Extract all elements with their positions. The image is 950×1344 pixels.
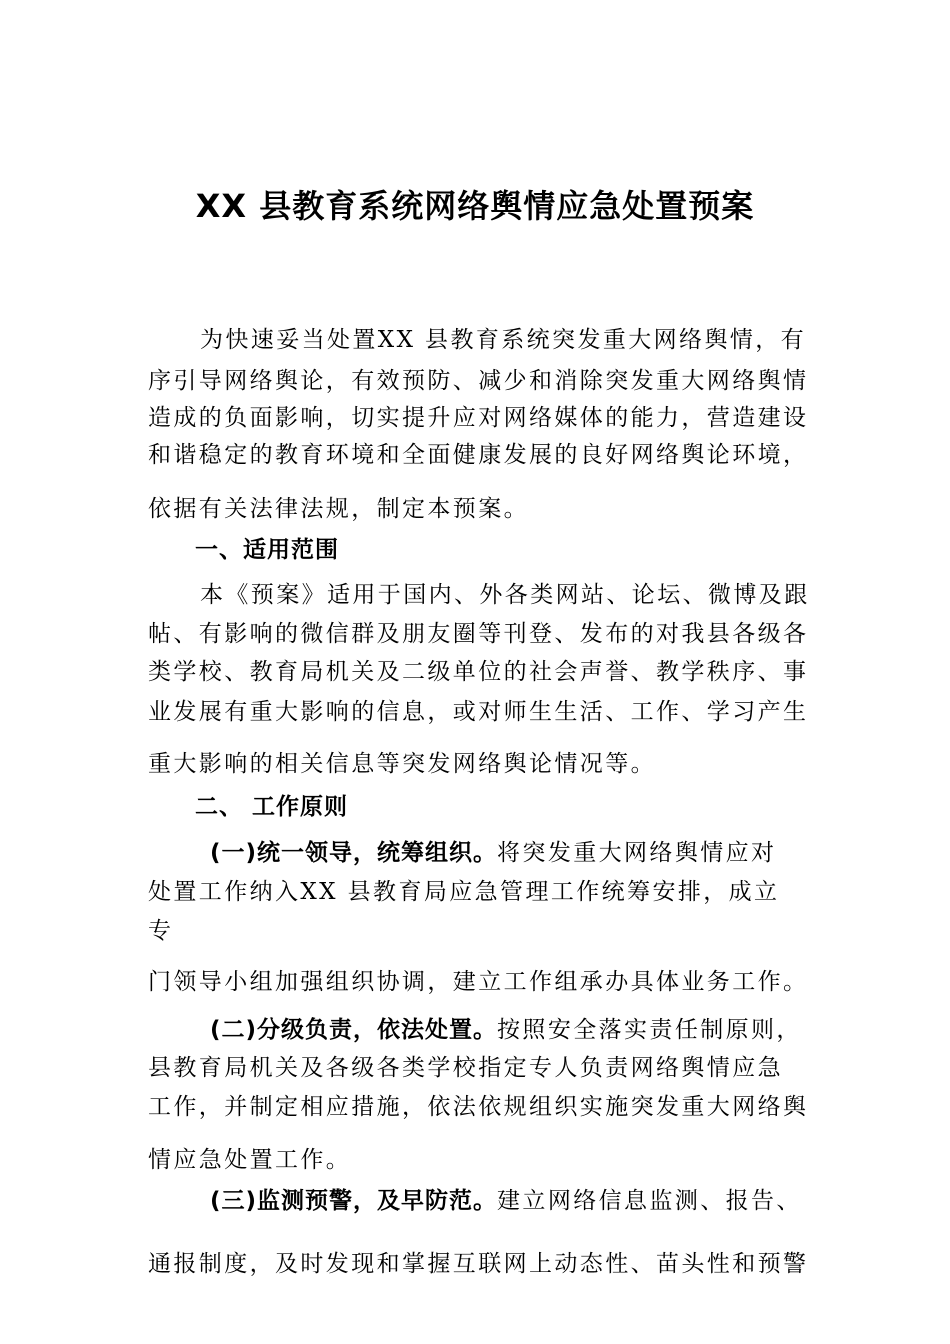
item3-first-line <box>210 1186 802 1216</box>
item2-line-2: 县教育局机关及各级各类学校指定专人负责网络舆情应急 <box>148 1055 783 1081</box>
section1-line-1: 本《预案》适用于国内、外各类网站、论坛、微博及跟 <box>200 582 810 608</box>
item1-line-2: 处置工作纳入XX 县教育局应急管理工作统筹安排，成立 <box>148 879 780 905</box>
intro-line-2: 序引导网络舆论，有效预防、减少和消除突发重大网络舆情 <box>148 368 809 394</box>
item2-lead: (二)分级负责，依法处置。 <box>210 1017 498 1043</box>
item2-rest: 按照安全落实责任制原则， <box>497 1017 802 1043</box>
item2-line-4: 情应急处置工作。 <box>148 1147 352 1173</box>
intro-line-1: 为快速妥当处置XX 县教育系统突发重大网络舆情，有 <box>200 327 807 353</box>
item1-first-line <box>210 838 776 868</box>
item3-lead: (三)监测预警，及早防范。 <box>210 1188 498 1214</box>
section1-line-5: 重大影响的相关信息等突发网络舆论情况等。 <box>148 751 656 777</box>
item1-rest: 将突发重大网络舆情应对 <box>497 840 777 866</box>
intro-line-4: 和谐稳定的教育环境和全面健康发展的良好网络舆论环境， <box>148 442 809 468</box>
section1-heading: 一、适用范围 <box>195 537 339 563</box>
section2-heading: 二、 工作原则 <box>195 794 349 820</box>
intro-line-3: 造成的负面影响，切实提升应对网络媒体的能力，营造建设 <box>148 405 809 431</box>
section1-line-2: 帖、有影响的微信群及朋友圈等刊登、发布的对我县各级各 <box>148 621 809 647</box>
item2-first-line <box>210 1015 802 1045</box>
item1-line-3: 专 <box>148 918 174 944</box>
section1-line-3: 类学校、教育局机关及二级单位的社会声誉、教学秩序、事 <box>148 659 809 685</box>
document-title: XX 县教育系统网络舆情应急处置预案 <box>195 187 755 225</box>
item1-line-4: 门领导小组加强组织协调，建立工作组承办具体业务工作。 <box>148 969 809 995</box>
section1-line-4: 业发展有重大影响的信息，或对师生生活、工作、学习产生 <box>148 699 809 725</box>
item1-lead: (一)统一领导，统筹组织。 <box>210 840 498 866</box>
item2-line-3: 工作，并制定相应措施，依法依规组织实施突发重大网络舆 <box>148 1094 809 1120</box>
item3-line-2: 通报制度，及时发现和掌握互联网上动态性、苗头性和预警 <box>148 1251 809 1277</box>
intro-line-5: 依据有关法律法规，制定本预案。 <box>148 496 529 522</box>
item3-rest: 建立网络信息监测、报告、 <box>497 1188 802 1214</box>
